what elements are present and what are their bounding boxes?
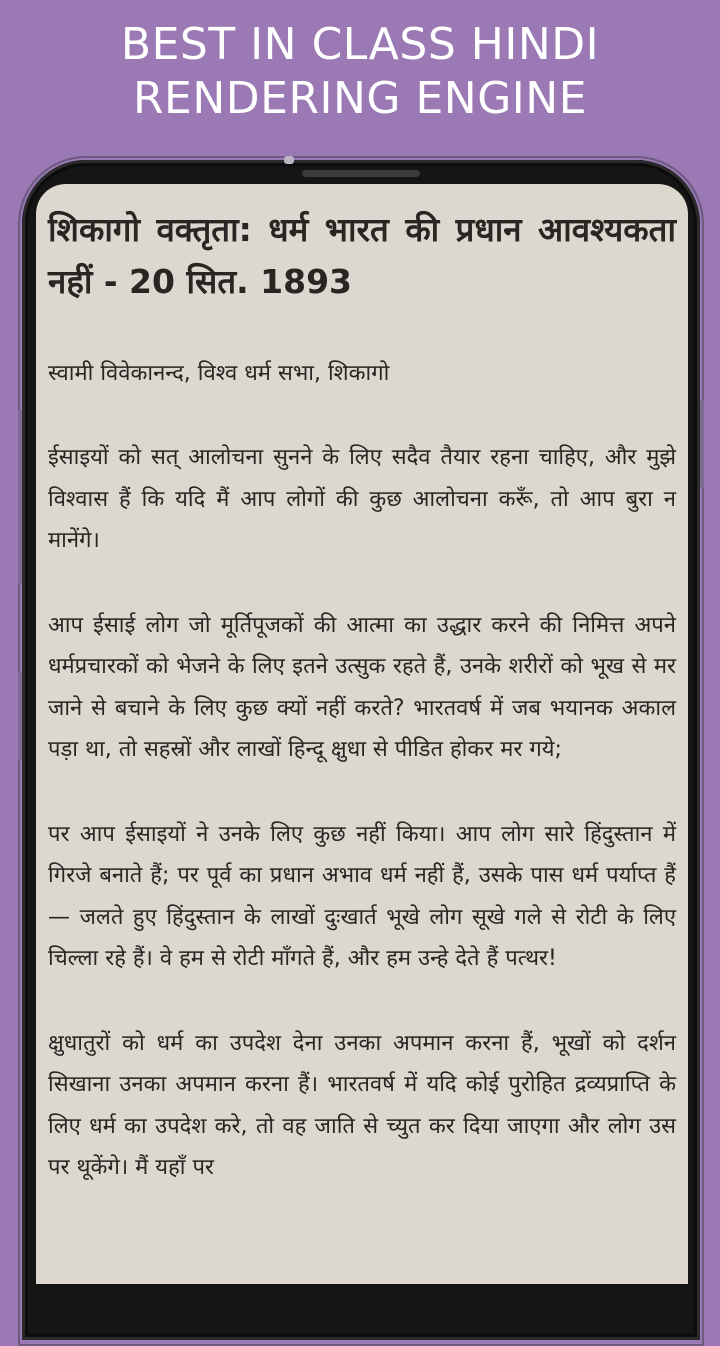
phone-speaker-grille	[302, 170, 420, 177]
document-paragraph: क्षुधातुरों को धर्म का उपदेश देना उनका अपमान करना हैं, भूखों को दर्शन सिखाना उनका अपमान करना हैं। भारतवर्ष में यदि कोई पुरोहित द्रव्यप्राप्ति के लिए धर्म का उपदेश करे, तो वह जाति से च्युत कर दिया जाएगा और लोग उस पर थूकेंगे। मैं यहाँ पर	[48, 1030, 676, 1180]
reader-screen[interactable]	[36, 184, 688, 1284]
promo-headline-line-2: RENDERING ENGINE	[132, 73, 587, 124]
document-paragraph: आप ईसाई लोग जो मूर्तिपूजकों की आत्मा का उद्धार करने की निमित्त अपने धर्मप्रचारकों को भेजने के लिए इतने उत्सुक रहते हैं, उनके शरीरों को भूख से मर जाने से बचाने के लिए कुछ क्यों नहीं करते? भारतवर्ष में जब भयानक अकाल पड़ा था, तो सहस्रों और लाखों हिन्दू क्षुधा से पीडित होकर मर गये;	[48, 612, 676, 762]
document-byline: स्वामी विवेकानन्द, विश्व धर्म सभा, शिकागो	[48, 361, 390, 386]
document-paragraph: पर आप ईसाइयों ने उनके लिए कुछ नहीं किया। आप लोग सारे हिंदुस्तान में गिरजे बनाते हैं; पर पूर्व का प्रधान अभाव धर्म नहीं हैं, उसके पास धर्म पर्याप्त हैं — जलते हुए हिंदुस्तान के लाखों दुःखार्त भूखे लोग सूखे गले से रोटी के लिए चिल्ला रहे हैं। वे हम से रोटी माँगते हैं, और हम उन्हे देते हैं पत्थर!	[48, 821, 676, 971]
phone-side-button-right	[700, 400, 704, 488]
document-title: शिकागो वक्तृता: धर्म भारत की प्रधान आवश्यकता नहीं - 20 सित. 1893	[48, 210, 676, 301]
promo-headline-line-1: BEST IN CLASS HINDI	[120, 19, 600, 70]
promo-headline	[0, 18, 720, 126]
document-content	[48, 204, 676, 1189]
document-paragraph: ईसाइयों को सत् आलोचना सुनने के लिए सदैव तैयार रहना चाहिए, और मुझे विश्वास हैं कि यदि मैं आप लोगों की कुछ आलोचना करूँ, तो आप बुरा न मानेंगे।	[48, 445, 676, 553]
phone-sensor	[284, 156, 294, 164]
